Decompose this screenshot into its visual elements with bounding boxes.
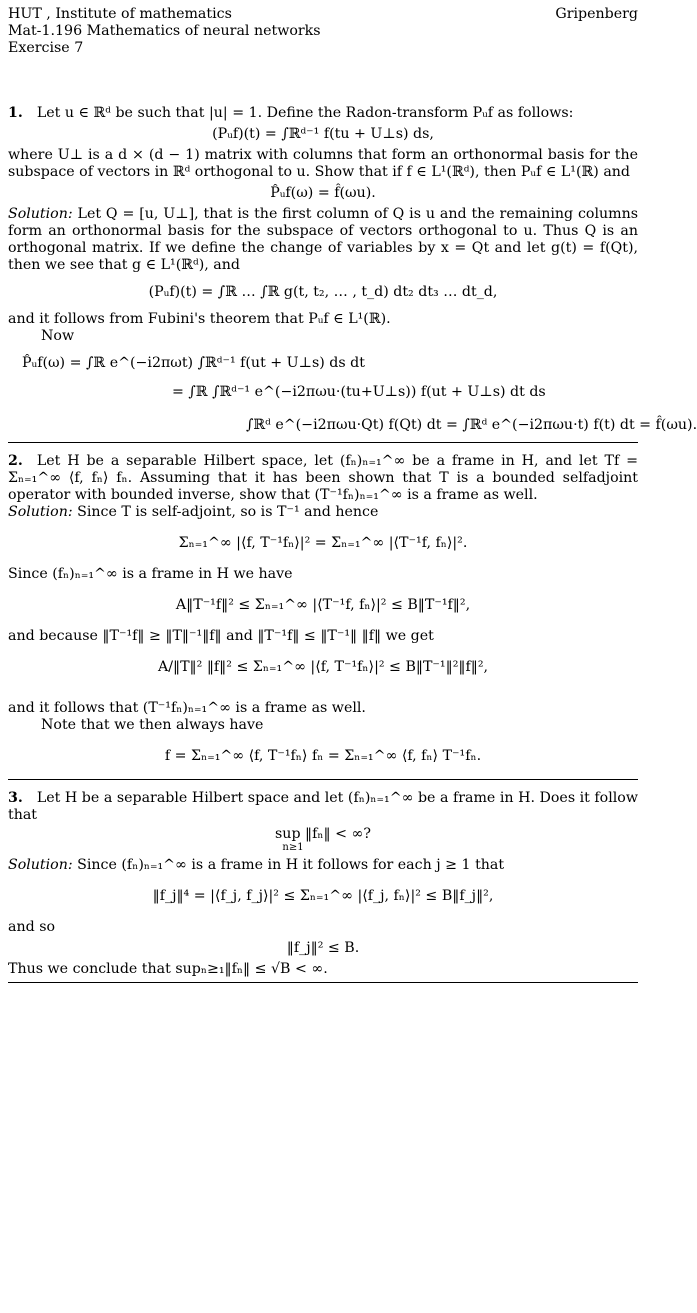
solution-text: Let Q = [u, U⊥], that is the first column of Q is u and the remaining columns form an orthonormal basis for the subspace of vectors orthogonal to u. Thus Q is an orthogonal matrix. If we define the change of variables by x = Qt and let g(t) = f(Qt), then we see that g ∈ L¹(ℝᵈ), and (8, 206, 639, 273)
equation-fourier-line-2: = ∫ℝ ∫ℝᵈ⁻¹ e^(−i2πωu·(tu+U⊥s)) f(ut + U⊥s) dt ds (172, 384, 546, 400)
problem-1-solution-b: and it follows from Fubini's theorem that Pᵤf ∈ L¹(ℝ). (8, 311, 391, 327)
equation-radon-transform: (Pᵤf)(t) = ∫ℝᵈ⁻¹ f(tu + U⊥s) ds, (212, 126, 434, 142)
problem-1 (8, 105, 697, 434)
problem-3-statement (8, 790, 638, 824)
problem-1-statement-a (8, 105, 638, 122)
problem-2-solution-a (8, 504, 638, 521)
problem-number: 1. (8, 105, 23, 121)
problem-text: Let u ∈ ℝᵈ be such that |u| = 1. Define the Radon-transform Pᵤf as follows: (36, 105, 574, 121)
equation-fourier-identity: P̂ᵤf(ω) = f̂(ωu). (270, 185, 376, 201)
divider (8, 442, 638, 443)
problem-number: 2. (8, 453, 23, 469)
divider (8, 982, 638, 983)
equation-sup-subscript: n≥1 (282, 842, 304, 853)
solution-text: Since T is self-adjoint, so is T⁻¹ and hence (77, 504, 379, 520)
problem-text: Let H be a separable Hilbert space, let (fₙ)ₙ₌₁^∞ be a frame in H, and let Tf = Σₙ₌₁^∞ ⟨f, fₙ⟩ fₙ. Assuming that it has been shown that T is a bounded selfadjoint operator with bounded inverse, show that (T⁻¹fₙ)ₙ₌₁^∞ is a frame as well. (8, 453, 638, 503)
equation-fourier-line-3: ∫ℝᵈ e^(−i2πωu·Qt) f(Qt) dt = ∫ℝᵈ e^(−i2πωu·t) f(t) dt = f̂(ωu). (246, 417, 697, 433)
problem-3-solution-b: and so (8, 919, 56, 935)
problem-1-solution-a (8, 206, 638, 274)
equation-adjoint-sum: Σₙ₌₁^∞ |⟨f, T⁻¹fₙ⟩|² = Σₙ₌₁^∞ |⟨T⁻¹f, fₙ⟩|². (178, 535, 468, 551)
problem-1-now: Now (41, 328, 75, 344)
solution-label: Solution: (8, 857, 73, 873)
header-row (8, 6, 638, 23)
problem-3 (8, 790, 638, 978)
equation-fourier-line-1: P̂ᵤf(ω) = ∫ℝ e^(−i2πωt) ∫ℝᵈ⁻¹ f(ut + U⊥s) ds dt (22, 355, 365, 371)
solution-label: Solution: (8, 504, 73, 520)
problem-2-solution-d: and it follows that (T⁻¹fₙ)ₙ₌₁^∞ is a frame as well. (8, 700, 366, 716)
solution-text: Since (fₙ)ₙ₌₁^∞ is a frame in H it follows for each j ≥ 1 that (77, 857, 505, 873)
exercise-title: Exercise 7 (8, 40, 84, 56)
author-name: Gripenberg (555, 6, 638, 22)
course-title: Mat-1.196 Mathematics of neural networks (8, 23, 321, 39)
equation-change-of-variables: (Pᵤf)(t) = ∫ℝ … ∫ℝ g(t, t₂, … , t_d) dt₂ dt₃ … dt_d, (148, 284, 498, 300)
divider (8, 779, 638, 780)
institute-name: HUT , Institute of mathematics (8, 6, 232, 22)
problem-2-note: Note that we then always have (41, 717, 264, 733)
problem-2-statement (8, 453, 638, 504)
equation-frame-bounds: A‖T⁻¹f‖² ≤ Σₙ₌₁^∞ |⟨T⁻¹f, fₙ⟩|² ≤ B‖T⁻¹f‖², (175, 597, 471, 613)
solution-label: Solution: (8, 206, 73, 222)
problem-3-conclusion: Thus we conclude that supₙ≥₁‖fₙ‖ ≤ √B < ∞. (8, 961, 328, 977)
problem-2-solution-c: and because ‖T⁻¹f‖ ≥ ‖T‖⁻¹‖f‖ and ‖T⁻¹f‖ ≤ ‖T⁻¹‖ ‖f‖ we get (8, 628, 434, 644)
equation-sup-question: sup ‖fₙ‖ < ∞? (275, 826, 371, 842)
equation-reconstruction: f = Σₙ₌₁^∞ ⟨f, T⁻¹fₙ⟩ fₙ = Σₙ₌₁^∞ ⟨f, fₙ⟩ T⁻¹fₙ. (164, 748, 482, 764)
equation-dual-frame-bounds: A/‖T‖² ‖f‖² ≤ Σₙ₌₁^∞ |⟨f, T⁻¹fₙ⟩|² ≤ B‖T⁻¹‖²‖f‖², (157, 659, 489, 675)
problem-text: Let H be a separable Hilbert space and let (fₙ)ₙ₌₁^∞ be a frame in H. Does it follow that (8, 790, 638, 823)
problem-2-solution-b: Since (fₙ)ₙ₌₁^∞ is a frame in H we have (8, 566, 293, 582)
problem-number: 3. (8, 790, 23, 806)
document-page (8, 6, 697, 993)
equation-norm-squared: ‖f_j‖² ≤ B. (286, 940, 360, 956)
problem-1-statement-b: where U⊥ is a d × (d − 1) matrix with columns that form an orthonormal basis for the subspace of vectors in ℝᵈ orthogonal to u. Show that if f ∈ L¹(ℝᵈ), then Pᵤf ∈ L¹(ℝ) and (8, 147, 638, 180)
problem-2 (8, 453, 638, 765)
problem-3-solution-a (8, 857, 638, 874)
equation-norm-bound: ‖f_j‖⁴ = |⟨f_j, f_j⟩|² ≤ Σₙ₌₁^∞ |⟨f_j, fₙ⟩|² ≤ B‖f_j‖², (152, 888, 494, 904)
